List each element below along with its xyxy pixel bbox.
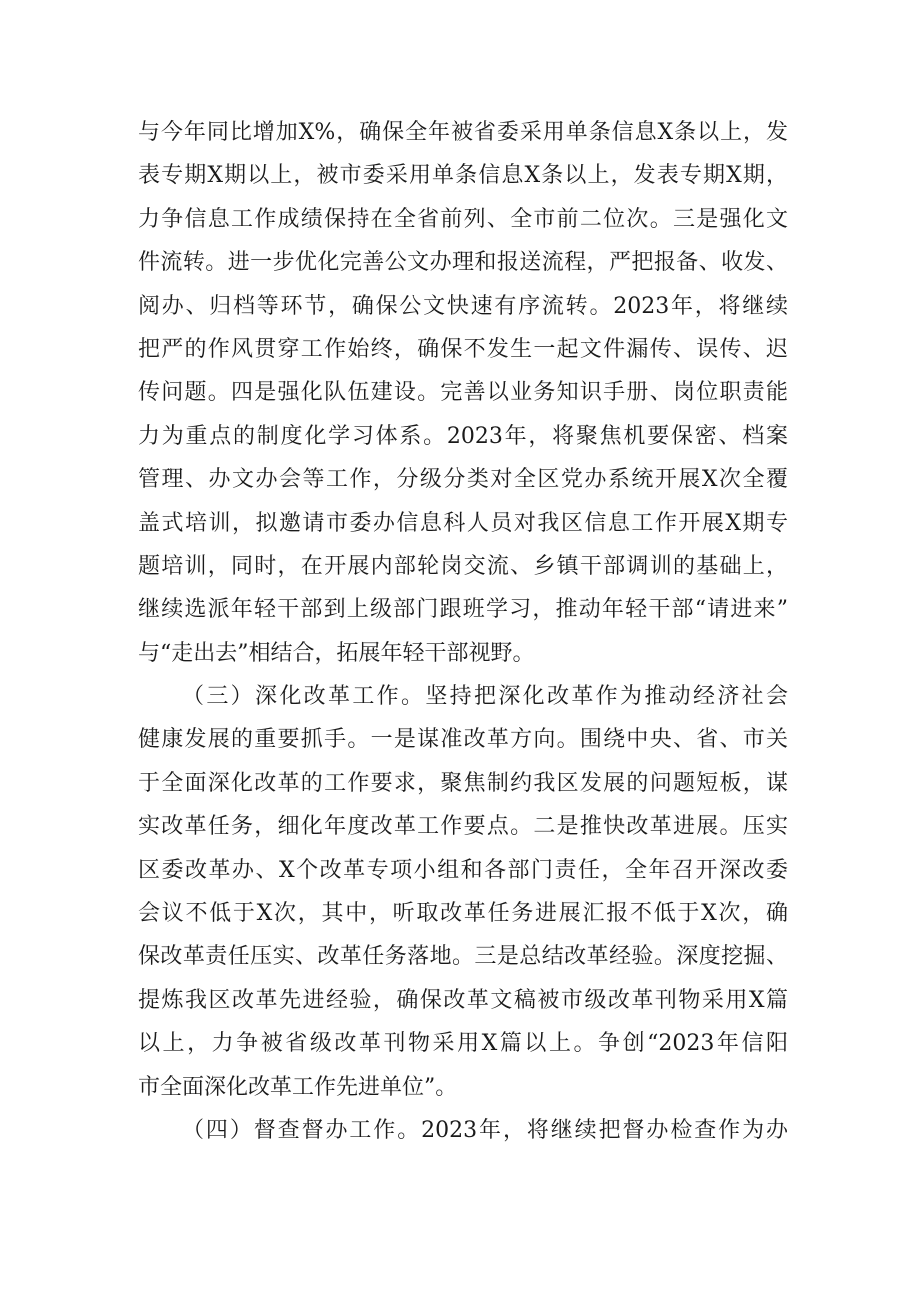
- text-line: 盖式培训，拟邀请市委办信息科人员对我区信息工作开展X期专: [138, 510, 788, 536]
- text-line: 健康发展的重要抓手。一是谋准改革方向。围绕中央、省、市关: [138, 727, 788, 753]
- section-heading-line: （三）深化改革工作。坚持把深化改革作为推动经济社会: [182, 684, 788, 710]
- text-line: 保改革责任压实、改革任务落地。三是总结改革经验。深度挖掘、: [138, 944, 788, 970]
- text-line: 市全面深化改革工作先进单位”。: [138, 1074, 458, 1100]
- text-line: 件流转。进一步优化完善公文办理和报送流程，严把报备、收发、: [138, 250, 788, 276]
- text-line: 力争信息工作成绩保持在全省前列、全市前二位次。三是强化文: [138, 206, 788, 232]
- text-line: 阅办、归档等环节，确保公文快速有序流转。2023年，将继续: [138, 293, 788, 319]
- text-line: 力为重点的制度化学习体系。2023年，将聚焦机要保密、档案: [138, 423, 788, 449]
- section-heading-line: （四）督查督办工作。2023年，将继续把督办检查作为办: [182, 1117, 788, 1143]
- text-line: 与今年同比增加X%，确保全年被省委采用单条信息X条以上，发: [138, 120, 788, 145]
- text-line: 会议不低于X次，其中，听取改革任务进展汇报不低于X次，确: [138, 901, 788, 927]
- text-line: 继续选派年轻干部到上级部门跟班学习，推动年轻干部“请进来”: [138, 597, 788, 623]
- text-line: 与“走出去”相结合，拓展年轻干部视野。: [138, 640, 535, 666]
- text-line: 传问题。四是强化队伍建设。完善以业务知识手册、岗位职责能: [138, 380, 788, 406]
- text-line: 区委改革办、X个改革专项小组和各部门责任，全年召开深改委: [138, 857, 788, 883]
- text-line: 于全面深化改革的工作要求，聚焦制约我区发展的问题短板，谋: [138, 770, 788, 796]
- text-line: 把严的作风贯穿工作始终，确保不发生一起文件漏传、误传、迟: [138, 336, 788, 362]
- text-line: 题培训，同时，在开展内部轮岗交流、乡镇干部调训的基础上，: [138, 553, 788, 579]
- text-line: 实改革任务，细化年度改革工作要点。二是推快改革进展。压实: [138, 814, 788, 840]
- text-line: 表专期X期以上，被市委采用单条信息X条以上，发表专期X期，: [138, 163, 788, 189]
- text-line: 以上，力争被省级改革刊物采用X篇以上。争创“2023年信阳: [138, 1031, 788, 1057]
- document-body: [138, 111, 788, 1152]
- text-line: 管理、办文办会等工作，分级分类对全区党办系统开展X次全覆: [138, 467, 788, 493]
- text-line: 提炼我区改革先进经验，确保改革文稿被市级改革刊物采用X篇: [138, 987, 788, 1013]
